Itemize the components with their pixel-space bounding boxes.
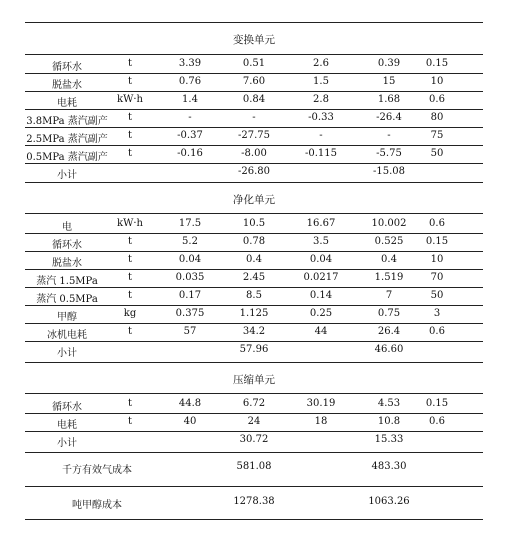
unit-cell: t [127,112,133,123]
unit-cell: t [127,76,133,87]
row-rule [25,251,483,252]
row-label: 电耗 [57,98,77,109]
row-rule [25,305,483,306]
value-cell: 0.76 [178,76,202,87]
value-cell: 0.75 [377,308,401,319]
value-cell: 2.45 [242,272,266,283]
unit-cell: t [127,272,133,283]
value-cell: 10.8 [377,416,401,427]
value-cell: 0.035 [175,272,205,283]
row-label: 小计 [57,348,77,359]
value-cell: 44 [314,326,328,337]
value-cell: 16.67 [306,218,336,229]
total-value: 483.30 [371,461,407,472]
price-cell: 0.15 [425,398,449,409]
value-cell: 18 [314,416,328,427]
unit-cell: t [127,254,133,265]
section-top-rule [25,362,483,363]
value-cell: -26.4 [376,112,402,123]
row-label: 小计 [57,438,77,449]
total-label: 吨甲醇成本 [72,500,122,511]
value-cell: - [319,130,323,141]
price-cell: 0.15 [425,58,449,69]
section-header-rule [25,54,483,55]
value-cell: 0.51 [242,58,266,69]
unit-cell: t [127,58,133,69]
value-cell: 1.4 [182,94,198,105]
total-value: 581.08 [236,461,272,472]
row-rule [25,91,483,92]
unit-cell: t [127,148,133,159]
row-rule [25,287,483,288]
value-cell: 30.72 [239,434,269,445]
value-cell: 10.002 [371,218,407,229]
value-cell: 0.0217 [303,272,339,283]
section-title: 净化单元 [233,194,275,206]
row-label: 循环水 [52,402,82,413]
value-cell: 0.525 [374,236,404,247]
value-cell: 10.5 [242,218,266,229]
unit-cell: t [127,130,133,141]
row-rule [25,163,483,164]
value-cell: -0.33 [308,112,334,123]
row-rule [25,145,483,146]
price-cell: 70 [430,272,444,283]
value-cell: -27.75 [237,130,271,141]
value-cell: -26.80 [237,166,271,177]
row-rule [25,109,483,110]
section-title: 变换单元 [233,34,275,46]
value-cell: 0.375 [175,308,205,319]
value-cell: 0.17 [178,290,202,301]
value-cell: 34.2 [242,326,266,337]
price-cell: 3 [433,308,441,319]
value-cell: 3.5 [313,236,329,247]
unit-cell: kW·h [117,218,143,229]
unit-cell: kg [123,308,137,319]
row-rule [25,431,483,432]
value-cell: 0.78 [242,236,266,247]
row-label: 冰机电耗 [47,330,87,341]
row-label: 小计 [57,170,77,181]
value-cell: -8.00 [241,148,267,159]
value-cell: 40 [183,416,197,427]
row-label: 甲醇 [57,312,77,323]
value-cell: -0.16 [177,148,203,159]
row-label: 蒸汽 1.5MPa [36,276,98,287]
row-rule [25,269,483,270]
row-rule [25,127,483,128]
total-row [25,461,483,479]
row-rule [25,233,483,234]
unit-cell: t [127,398,133,409]
value-cell: - [387,130,391,141]
value-cell: 6.72 [242,398,266,409]
value-cell: -0.115 [304,148,338,159]
value-cell: 1.125 [239,308,269,319]
value-cell: 46.60 [374,344,404,355]
subtotal-row [25,434,483,452]
value-cell: 15 [382,76,396,87]
row-label: 电 [62,222,72,233]
row-label: 2.5MPa 蒸汽副产 [26,134,108,145]
section-top-rule [25,182,483,183]
value-cell: 0.84 [242,94,266,105]
unit-cell: t [127,290,133,301]
value-cell: 5.2 [182,236,198,247]
value-cell: 2.6 [313,58,329,69]
unit-cell: kW·h [117,94,143,105]
value-cell: 3.39 [178,58,202,69]
row-label: 脱盐水 [52,258,82,269]
value-cell: 0.04 [309,254,333,265]
value-cell: 1.5 [313,76,329,87]
section-top-rule [25,22,483,23]
total-value: 1063.26 [368,496,410,507]
totals-rule [25,452,483,453]
total-value: 1278.38 [233,496,275,507]
value-cell: 0.4 [381,254,397,265]
value-cell: 0.14 [309,290,333,301]
row-label: 电耗 [57,420,77,431]
row-label: 循环水 [52,240,82,251]
value-cell: 0.39 [377,58,401,69]
price-cell: 75 [430,130,444,141]
value-cell: 7.60 [242,76,266,87]
value-cell: -15.08 [372,166,406,177]
price-cell: 50 [430,290,444,301]
price-cell: 80 [430,112,444,123]
table-bottom-rule [25,519,483,520]
value-cell: - [252,112,256,123]
unit-cell: t [127,416,133,427]
section-header-rule [25,213,483,214]
value-cell: 1.519 [374,272,404,283]
value-cell: 24 [247,416,261,427]
price-cell: 0.6 [429,326,445,337]
row-label: 脱盐水 [52,80,82,91]
price-cell: 0.6 [429,416,445,427]
price-cell: 10 [430,254,444,265]
value-cell: -0.37 [177,130,203,141]
row-rule [25,73,483,74]
row-rule [25,413,483,414]
value-cell: 8.5 [246,290,262,301]
value-cell: 26.4 [377,326,401,337]
total-label: 千方有效气成本 [62,465,132,476]
value-cell: 0.04 [178,254,202,265]
value-cell: 17.5 [178,218,202,229]
value-cell: 7 [385,290,393,301]
unit-cell: t [127,326,133,337]
value-cell: 57.96 [239,344,269,355]
price-cell: 0.6 [429,218,445,229]
price-cell: 10 [430,76,444,87]
value-cell: 30.19 [306,398,336,409]
total-row [25,496,483,514]
value-cell: 0.4 [246,254,262,265]
price-cell: 0.6 [429,94,445,105]
row-label: 0.5MPa 蒸汽副产 [26,152,108,163]
value-cell: 4.53 [377,398,401,409]
row-label: 循环水 [52,62,82,73]
value-cell: 2.8 [313,94,329,105]
value-cell: - [188,112,192,123]
section-header-rule [25,393,483,394]
value-cell: 57 [183,326,197,337]
value-cell: -5.75 [376,148,402,159]
value-cell: 1.68 [377,94,401,105]
value-cell: 44.8 [178,398,202,409]
unit-cell: t [127,236,133,247]
section-title: 压缩单元 [233,374,275,386]
price-cell: 0.15 [425,236,449,247]
subtotal-row [25,344,483,362]
row-rule [25,323,483,324]
row-rule [25,341,483,342]
price-cell: 50 [430,148,444,159]
row-label: 3.8MPa 蒸汽副产 [26,116,108,127]
totals-rule [25,486,483,487]
value-cell: 0.25 [309,308,333,319]
value-cell: 15.33 [374,434,404,445]
row-label: 蒸汽 0.5MPa [36,294,98,305]
